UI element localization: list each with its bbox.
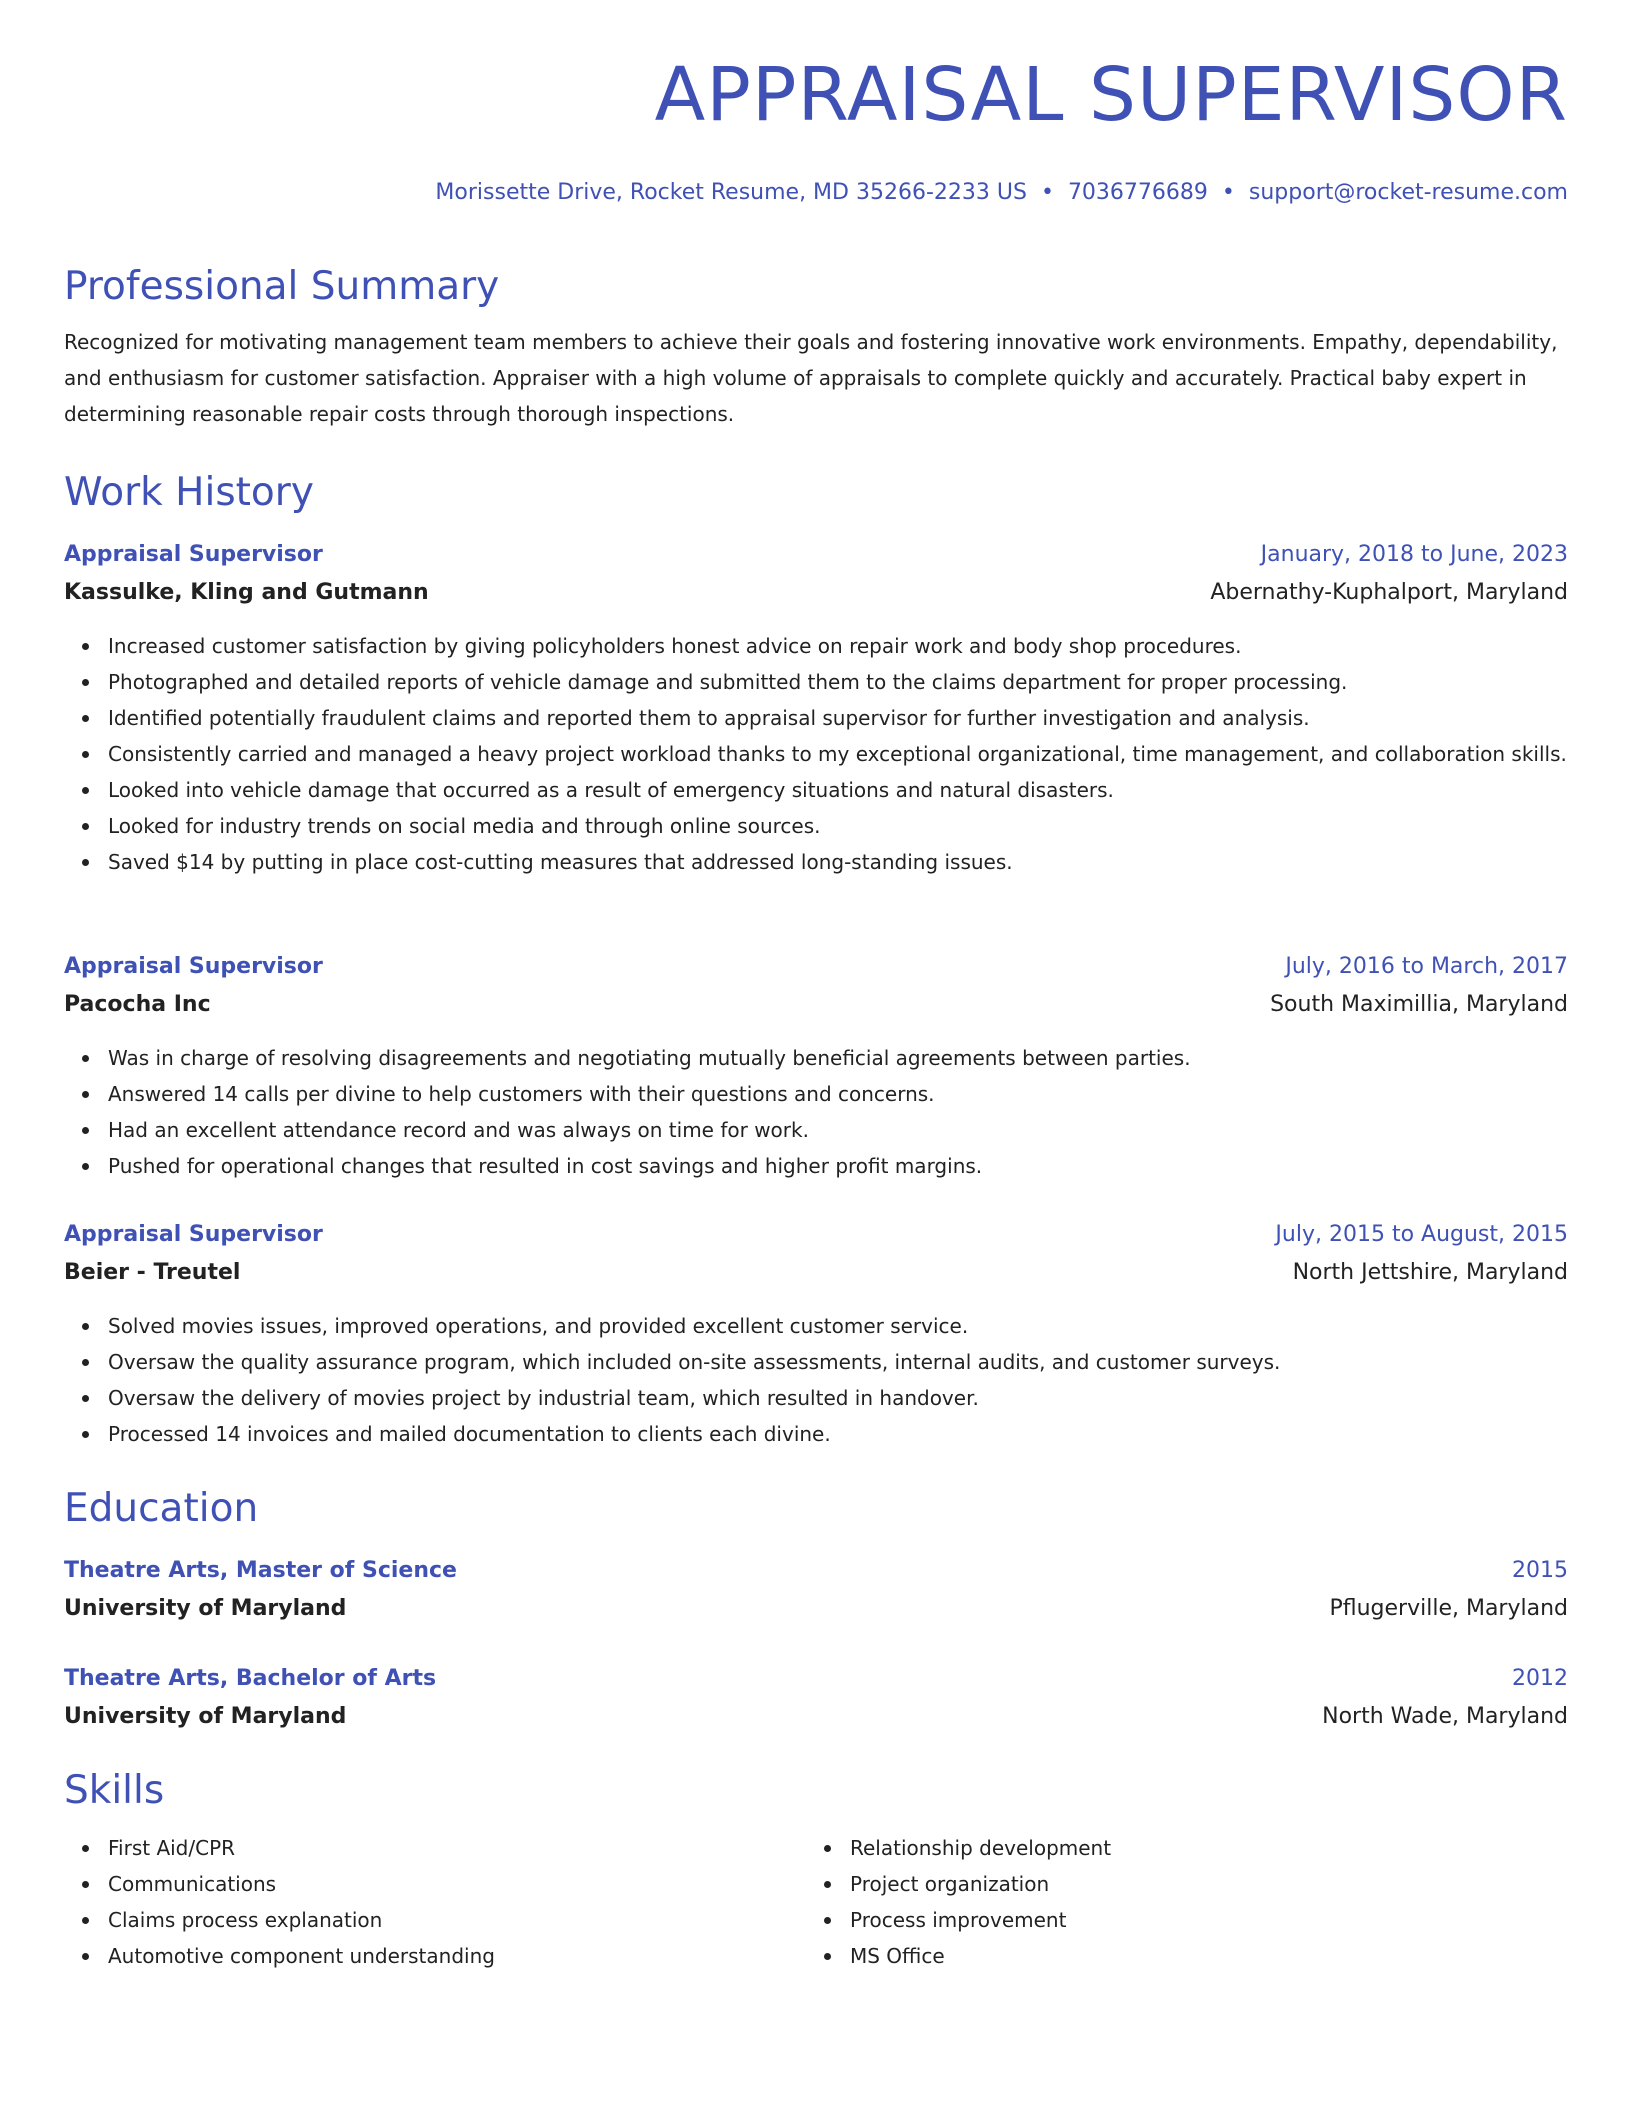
job-company: Kassulke, Kling and Gutmann	[64, 580, 429, 605]
job-company-row	[64, 574, 1568, 612]
job-bullet: Had an excellent attendance record and was always on time for work.	[108, 1112, 1568, 1148]
skill-item: MS Office	[850, 1938, 1548, 1974]
job-bullet-list	[64, 628, 1568, 880]
job-bullet: Looked for industry trends on social media and through online sources.	[108, 808, 1568, 844]
skills-section	[64, 1766, 1568, 1974]
education-school: University of Maryland	[64, 1596, 347, 1621]
education-entry	[64, 1660, 1568, 1736]
job-location: Abernathy-Kuphalport, Maryland	[1210, 580, 1568, 605]
job-entry	[64, 1216, 1568, 1452]
skills-list-left	[64, 1830, 806, 1974]
job-company-row	[64, 986, 1568, 1024]
skill-item: First Aid/CPR	[108, 1830, 806, 1866]
job-role: Appraisal Supervisor	[64, 954, 323, 979]
job-bullet: Oversaw the quality assurance program, which included on-site assessments, internal audits, and customer surveys.	[108, 1344, 1568, 1380]
contact-line	[435, 178, 1568, 208]
job-header-row	[64, 1216, 1568, 1254]
education-header-row	[64, 1552, 1568, 1590]
job-dates: January, 2018 to June, 2023	[1260, 542, 1568, 567]
job-bullet: Looked into vehicle damage that occurred as a result of emergency situations and natural disasters.	[108, 772, 1568, 808]
job-company: Pacocha Inc	[64, 992, 211, 1017]
job-bullet: Was in charge of resolving disagreements and negotiating mutually beneficial agreements between parties.	[108, 1040, 1568, 1076]
job-bullet: Oversaw the delivery of movies project by industrial team, which resulted in handover.	[108, 1380, 1568, 1416]
job-dates: July, 2015 to August, 2015	[1275, 1222, 1568, 1247]
education-year: 2012	[1512, 1666, 1568, 1691]
job-location: South Maximillia, Maryland	[1270, 992, 1568, 1017]
job-entry	[64, 536, 1568, 880]
job-company: Beier - Treutel	[64, 1260, 241, 1285]
section-title-education: Education	[64, 1486, 259, 1531]
education-degree: Theatre Arts, Master of Science	[64, 1558, 457, 1583]
job-bullet: Saved $14 by putting in place cost-cutting measures that addressed long-standing issues.	[108, 844, 1568, 880]
education-section-heading	[64, 1484, 1568, 1534]
education-school-row	[64, 1698, 1568, 1736]
work-section-heading	[64, 468, 1568, 518]
skill-item: Project organization	[850, 1866, 1548, 1902]
job-bullet: Consistently carried and managed a heavy project workload thanks to my exceptional organizational, time management, and collaboration skills.	[108, 736, 1568, 772]
education-degree: Theatre Arts, Bachelor of Arts	[64, 1666, 437, 1691]
job-header-row	[64, 536, 1568, 574]
education-entry	[64, 1552, 1568, 1628]
education-header-row	[64, 1660, 1568, 1698]
skill-item: Claims process explanation	[108, 1902, 806, 1938]
education-year: 2015	[1512, 1558, 1568, 1583]
job-bullet-list	[64, 1040, 1568, 1184]
education-location: North Wade, Maryland	[1322, 1704, 1568, 1729]
education-location: Pflugerville, Maryland	[1329, 1596, 1568, 1621]
section-title-work: Work History	[64, 470, 314, 515]
skill-item: Process improvement	[850, 1902, 1548, 1938]
education-school-row	[64, 1590, 1568, 1628]
contact-email: support@rocket-resume.com	[1248, 180, 1568, 205]
resume-name: APPRAISAL SUPERVISOR	[654, 52, 1568, 138]
job-bullet: Increased customer satisfaction by giving policyholders honest advice on repair work and body shop procedures.	[108, 628, 1568, 664]
contact-phone: 7036776689	[1067, 180, 1208, 205]
job-company-row	[64, 1254, 1568, 1292]
contact-separator: •	[1040, 180, 1054, 205]
section-title-summary: Professional Summary	[64, 264, 500, 309]
education-school: University of Maryland	[64, 1704, 347, 1729]
job-bullet: Solved movies issues, improved operations, and provided excellent customer service.	[108, 1308, 1568, 1344]
job-dates: July, 2016 to March, 2017	[1285, 954, 1568, 979]
summary-text: Recognized for motivating management team members to achieve their goals and fostering innovative work environments. Empathy, dependability, and enthusiasm for customer satisfaction. Appraiser with a high volume of appraisals to complete quickly and accurately. Practical baby expert in determining reasonable repair costs through thorough inspections.	[64, 330, 1558, 426]
job-bullet: Processed 14 invoices and mailed documentation to clients each divine.	[108, 1416, 1568, 1452]
contact-address: Morissette Drive, Rocket Resume, MD 35266-2233 US	[435, 180, 1027, 205]
job-bullet: Pushed for operational changes that resulted in cost savings and higher profit margins.	[108, 1148, 1568, 1184]
job-role: Appraisal Supervisor	[64, 1222, 323, 1247]
skill-item: Relationship development	[850, 1830, 1548, 1866]
job-bullet-list	[64, 1308, 1568, 1452]
job-bullet: Answered 14 calls per divine to help customers with their questions and concerns.	[108, 1076, 1568, 1112]
skills-list-right	[806, 1830, 1548, 1974]
skill-item: Automotive component understanding	[108, 1938, 806, 1974]
job-header-row	[64, 948, 1568, 986]
job-entry	[64, 948, 1568, 1184]
section-title-skills: Skills	[64, 1768, 165, 1813]
skill-item: Communications	[108, 1866, 806, 1902]
job-location: North Jettshire, Maryland	[1292, 1260, 1568, 1285]
job-role: Appraisal Supervisor	[64, 542, 323, 567]
contact-separator: •	[1221, 180, 1235, 205]
skills-columns	[64, 1830, 1568, 1974]
job-bullet: Identified potentially fraudulent claims and reported them to appraisal supervisor for further investigation and analysis.	[108, 700, 1568, 736]
job-bullet: Photographed and detailed reports of vehicle damage and submitted them to the claims department for proper processing.	[108, 664, 1568, 700]
summary-section	[64, 262, 1568, 432]
